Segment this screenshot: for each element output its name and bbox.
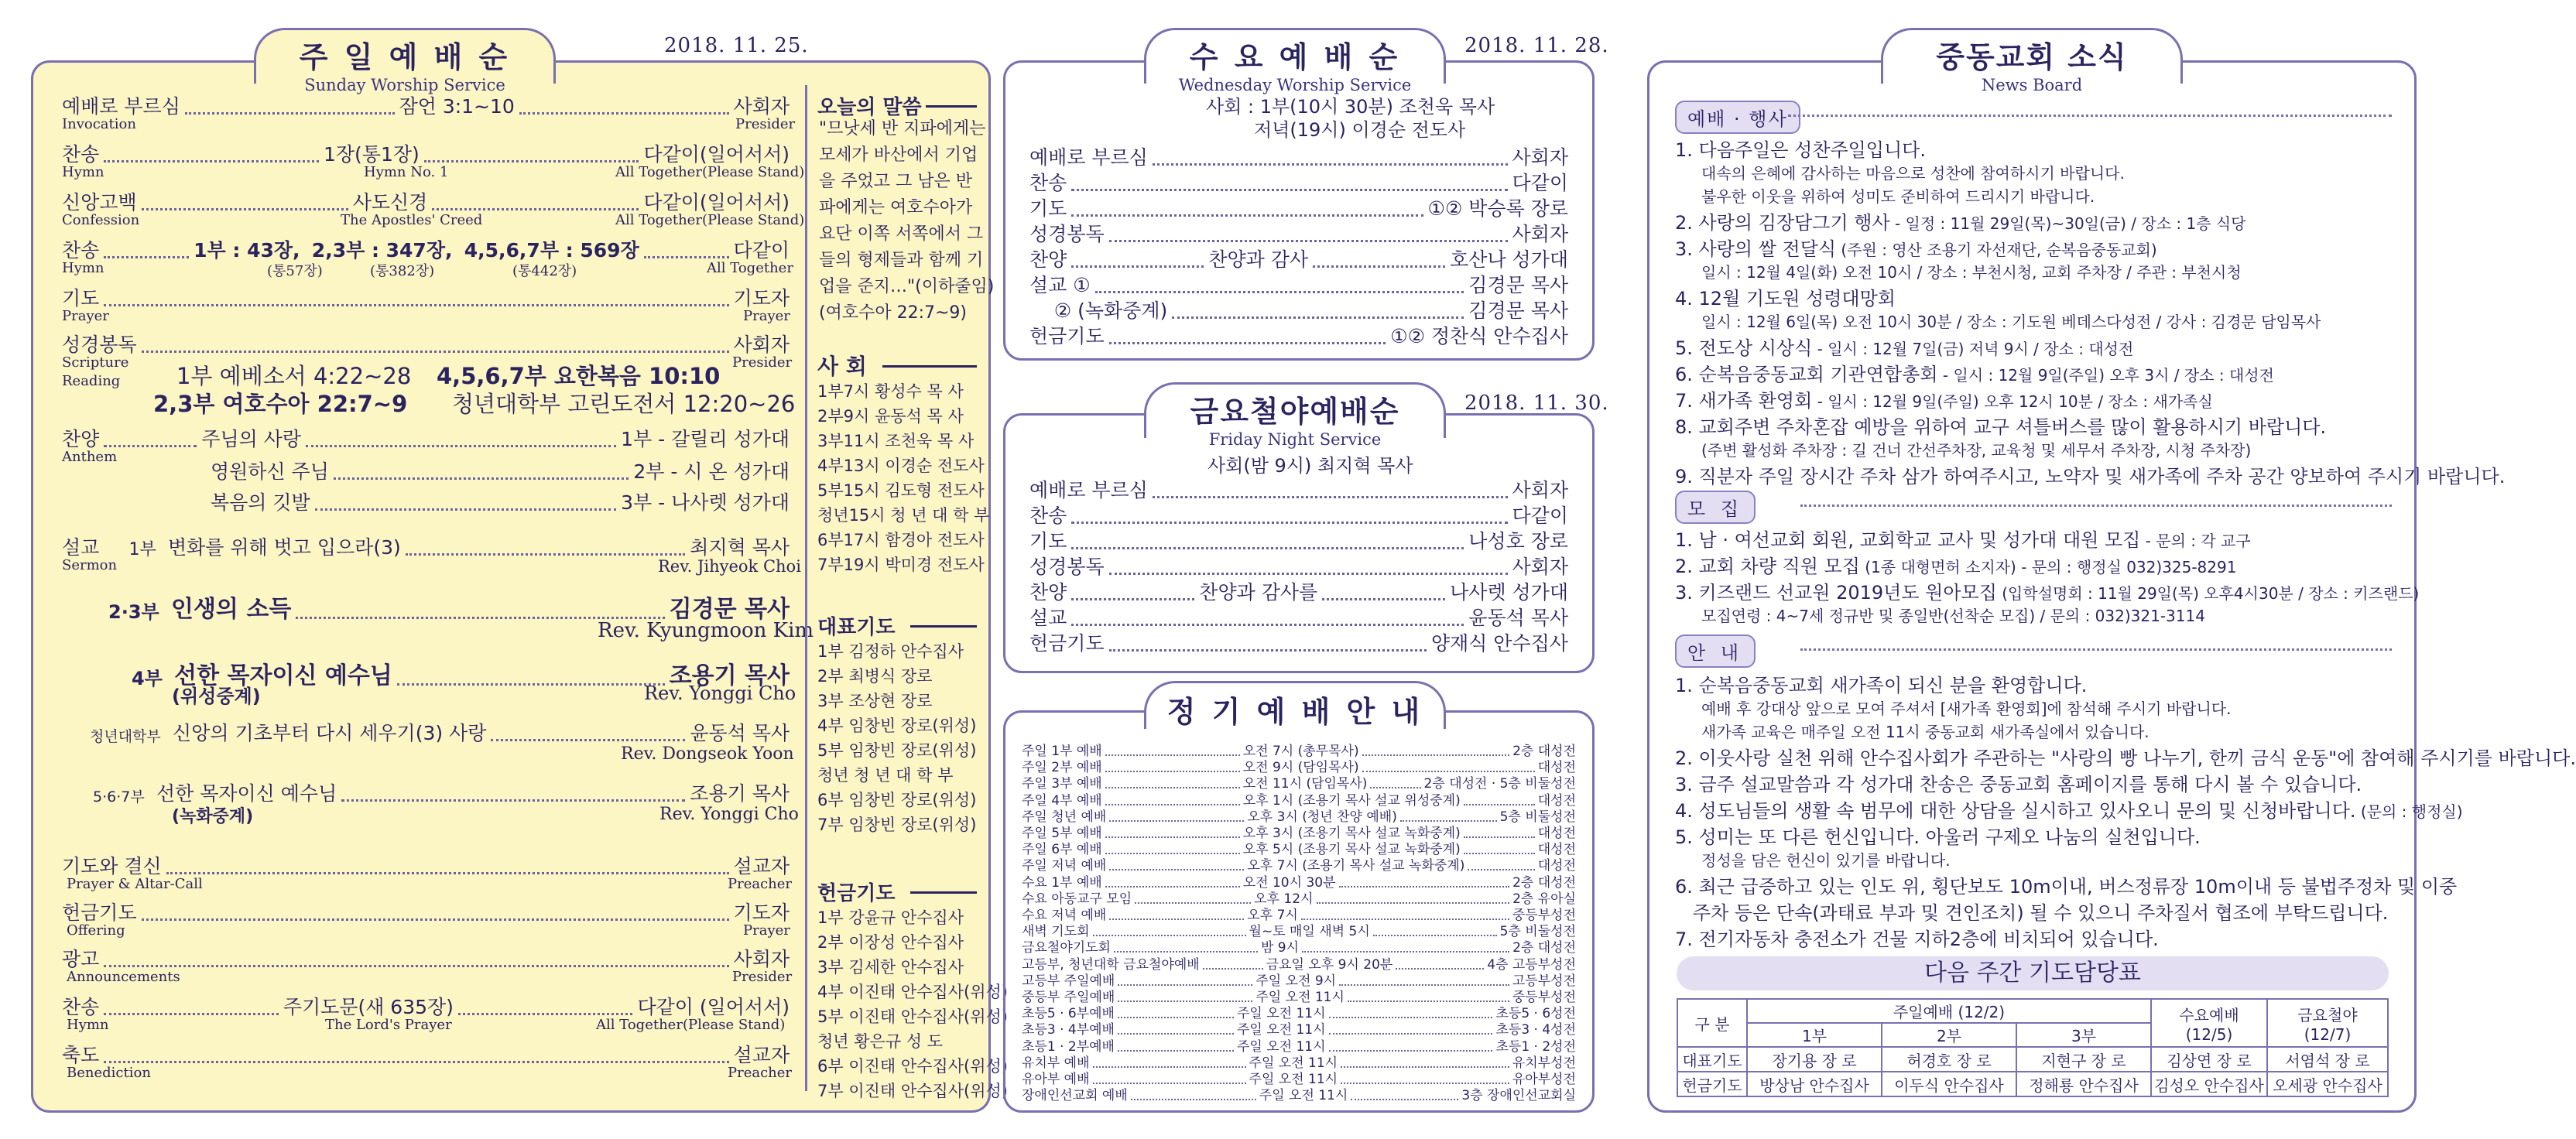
news-item: 2. 이웃사랑 실천 위해 안수집사회가 주관하는 "사랑의 빵 나누기, 한끼 금식 운동"에 참여해 주시기를 바랍니다. bbox=[1675, 747, 2576, 769]
friday-presider: 사회(밤 9시) 최지혁 목사 bbox=[1208, 455, 1413, 477]
th-fri: 금요철야 (12/7) bbox=[2267, 999, 2388, 1047]
news-subitem: 불우한 이웃을 위하여 성미도 준비하여 드리시기 바랍니다. bbox=[1701, 187, 2095, 206]
th-gubun: 구 분 bbox=[1677, 999, 1747, 1047]
order-row: 성경봉독 사회자 bbox=[1029, 556, 1568, 578]
list-item: 5부15시 김도형 전도사 bbox=[817, 481, 985, 500]
th-sunday: 주일예배 (12/2) bbox=[1747, 999, 2151, 1023]
list-item: 모세가 바산에서 기업 bbox=[819, 145, 978, 165]
list-item: 들의 형제들과 함께 기 bbox=[819, 251, 984, 270]
list-item: 4부13시 이경순 전도사 bbox=[817, 457, 985, 475]
offering-row: 헌금기도 기도자 bbox=[62, 901, 790, 924]
anthem-row-2: 영원하신 주님 2부 - 시 온 성가대 bbox=[211, 460, 790, 483]
table-row: 초등3 · 4부예배 주일 오전 11시 초등3 · 4성전 bbox=[1022, 1022, 1576, 1038]
rep-title-line bbox=[910, 625, 977, 628]
anthem-en: Anthem bbox=[62, 449, 118, 465]
bene-row: 축도 설교자 bbox=[62, 1044, 790, 1066]
list-item: 6부 이진태 안수집사(위성) bbox=[817, 1057, 1008, 1076]
hymn3-en: Hymn bbox=[67, 1017, 109, 1033]
invocation-en: Invocation bbox=[62, 116, 136, 132]
anthem-row-3: 복음의 깃발 3부 - 나사렛 성가대 bbox=[211, 491, 790, 514]
sermon3-sub: (위성중계) bbox=[172, 686, 261, 707]
friday-subtitle: Friday Night Service bbox=[1208, 430, 1382, 449]
list-item: 6부17시 함경아 전도사 bbox=[817, 531, 985, 549]
table-row: 고등부, 청년대학 금요철야예배 금요일 오후 9시 20분 4층 고등부성전 bbox=[1022, 956, 1576, 973]
order-row: 설교 ① 김경문 목사 bbox=[1029, 274, 1568, 296]
sermon-en: Sermon bbox=[62, 557, 118, 573]
regular-title-tab bbox=[1144, 681, 1446, 729]
news-item: 9. 직분자 주일 장시간 주차 삼가 하여주시고, 노약자 및 새가족에 주차 공간 양보하여 주시기 바랍니다. bbox=[1675, 466, 2506, 487]
news-item: 5. 성미는 또 다른 헌신입니다. 아울러 구제오 나눔의 실천입니다. bbox=[1675, 826, 2201, 848]
news-title-tab bbox=[1881, 28, 2183, 94]
invocation-row: 예배로 부르심 잠언 3:1~10 사회자 bbox=[62, 95, 790, 118]
sunday-title-tab bbox=[254, 28, 556, 94]
hymn2-b2: (통382장) bbox=[370, 263, 435, 279]
list-item: 업을 준지…"(이하줄임) bbox=[819, 277, 995, 296]
table-row: 주일 5부 예배 오후 3시 (조용기 목사 설교 녹화중계) 대성전 bbox=[1022, 826, 1576, 841]
wednesday-date: 2018. 11. 28. bbox=[1464, 34, 1609, 57]
list-item: 청년 황은규 성 도 bbox=[817, 1032, 944, 1051]
order-row: 예배로 부르심 사회자 bbox=[1029, 479, 1568, 501]
news-item: 3. 사랑의 쌀 전달식 (주원 : 영산 조용기 자선재단, 순복음중동교회) bbox=[1675, 238, 2157, 260]
news-subtitle: News Board bbox=[1981, 76, 2083, 94]
news-subitem: 대속의 은혜에 감사하는 마음으로 성찬에 참여하시기 바랍니다. bbox=[1701, 164, 2125, 183]
sunday-column-divider bbox=[805, 85, 807, 1091]
news-item: 5. 전도상 시상식 - 일시 : 12월 7일(금) 저녁 9시 / 장소 : 대성전 bbox=[1675, 337, 2134, 359]
hymn2-en: Hymn bbox=[62, 260, 104, 276]
prayer-role-en: Prayer bbox=[743, 308, 790, 324]
offering-prayer-list bbox=[817, 905, 1008, 1103]
table-row: 금요철야기도회 밤 9시 2층 대성전 bbox=[1022, 940, 1576, 956]
section-label-notice: 안 내 bbox=[1675, 634, 1756, 668]
wednesday-presider-2: 저녁(19시) 이경순 전도사 bbox=[1254, 119, 1466, 141]
news-item: 주차 등은 단속(과태료 부과 및 견인조치) 될 수 있으니 주차질서 협조에 부탁드립니다. bbox=[1675, 902, 2389, 924]
wednesday-title-tab bbox=[1144, 28, 1446, 94]
altar-en: Prayer & Altar-Call bbox=[67, 876, 203, 892]
presider-list bbox=[817, 379, 989, 577]
list-item: 1부 김정하 안수집사 bbox=[817, 642, 964, 661]
hymn1-mid-en: Hymn No. 1 bbox=[364, 164, 449, 180]
list-item: 5부 이진태 안수집사(위성) bbox=[817, 1007, 1008, 1026]
table-row: 주일 1부 예배 오전 7시 (총무목사) 2층 대성전 bbox=[1022, 744, 1576, 759]
sermon2-en: Rev. Kyungmoon Kim bbox=[598, 619, 814, 642]
table-row: 장애인선교회 예배 주일 오전 11시 3층 장애인선교회실 bbox=[1022, 1088, 1576, 1104]
sermon4-en: Rev. Dongseok Yoon bbox=[621, 744, 794, 764]
news-title: 중동교회 소식 bbox=[1936, 40, 2128, 74]
order-row: 헌금기도 ①② 정찬식 안수집사 bbox=[1029, 325, 1568, 347]
offering-en: Offering bbox=[67, 922, 125, 939]
list-item: 2부9시 윤동석 목 사 bbox=[817, 407, 964, 426]
news-item: 7. 새가족 환영회 - 일시 : 12월 9일(주일) 오후 12시 10분 / 장소 : 새가족실 bbox=[1675, 390, 2213, 412]
list-item: 요단 이쪽 서쪽에서 그 bbox=[819, 224, 984, 244]
table-row: 대표기도 장기용 장 로 허경호 장 로 지현구 장 로 김상연 장 로 서염석 장 로 bbox=[1677, 1047, 2388, 1072]
list-item: 파에게는 여호수아가 bbox=[819, 198, 973, 217]
order-row: ② (녹화중계) 김경문 목사 bbox=[1029, 299, 1568, 322]
hymn1-role-en: All Together(Please Stand) bbox=[615, 164, 805, 180]
list-item: 4부 이진태 안수집사(위성) bbox=[817, 983, 1008, 1001]
table-row: 중등부 주일예배 주일 오전 11시 중등부성전 bbox=[1022, 990, 1576, 1005]
hymn2-role-en: All Together bbox=[707, 260, 793, 276]
news-subitem: 일시 : 12월 6일(목) 오전 10시 30분 / 장소 : 기도원 베데스다성전 / 강사 : 김경문 담임목사 bbox=[1701, 313, 2321, 331]
wednesday-presider-1: 사회 : 1부(10시 30분) 조천욱 목사 bbox=[1206, 96, 1495, 118]
list-item: 청년15시 청 년 대 학 부 bbox=[817, 506, 990, 525]
presider-title-line bbox=[882, 365, 977, 368]
sermon-row-2: 2·3부 인생의 소득 김경문 목사 bbox=[108, 596, 790, 623]
news-item: 2. 교회 차량 직원 모집 (1종 대형면허 소지자) - 문의 : 행정실 032)325-8291 bbox=[1675, 556, 2237, 577]
scripture-l1b: 4,5,6,7부 요한복음 10:10 bbox=[437, 363, 721, 389]
scripture-l2b: 청년대학부 고린도전서 12:20~26 bbox=[452, 391, 796, 417]
table-row: 초등5 · 6부예배 주일 오전 11시 초등5 · 6성전 bbox=[1022, 1006, 1576, 1022]
order-row: 기도 나성호 장로 bbox=[1029, 530, 1568, 552]
th-part2: 2부 bbox=[1882, 1023, 2016, 1047]
list-item: 2부 이장성 안수집사 bbox=[817, 933, 964, 952]
list-item: 1부7시 황성수 목 사 bbox=[817, 382, 964, 401]
order-row: 찬송 다같이 bbox=[1029, 505, 1568, 527]
news-item: 2. 사랑의 김장담그기 행사 - 일정 : 11월 29일(목)~30일(금) / 장소 : 1층 식당 bbox=[1675, 212, 2246, 234]
table-row: 고등부 주일예배 주일 오전 9시 고등부성전 bbox=[1022, 973, 1576, 989]
creed-mid-en: The Apostles' Creed bbox=[341, 212, 483, 228]
rep-prayer-title: 대표기도 bbox=[817, 616, 896, 639]
friday-title-tab bbox=[1144, 382, 1446, 449]
scripture-role-en: Presider bbox=[732, 354, 793, 371]
news-item: 4. 12월 기도원 성령대망회 bbox=[1675, 288, 1896, 310]
news-item: 1. 순복음중동교회 새가족이 되신 분을 환영합니다. bbox=[1675, 675, 2088, 696]
news-subitem: 새가족 교육은 매주일 오전 11시 중동교회 새가족실에서 있습니다. bbox=[1701, 723, 2150, 741]
th-part3: 3부 bbox=[2016, 1023, 2151, 1047]
list-item: 청년 청 년 대 학 부 bbox=[817, 766, 954, 785]
list-item: 6부 임창빈 장로(위성) bbox=[817, 791, 977, 809]
hymn1-en: Hymn bbox=[62, 164, 104, 180]
sermon-row-5: 5·6·7부 선한 목자이신 예수님 조용기 목사 bbox=[93, 782, 790, 806]
list-item: 7부 이진태 안수집사(위성) bbox=[817, 1082, 1008, 1100]
friday-date: 2018. 11. 30. bbox=[1464, 392, 1609, 415]
offering-prayer-title: 헌금기도 bbox=[817, 882, 896, 905]
order-row: 찬송 다같이 bbox=[1029, 172, 1568, 194]
section-line-recruit bbox=[1800, 505, 2392, 507]
sermon-row-3: 4부 선한 목자이신 예수님 조용기 목사 bbox=[132, 662, 790, 689]
sermon-row-1: 설교 1부 변화를 위해 벗고 입으라(3) 최지혁 목사 bbox=[62, 536, 790, 559]
altar-role-en: Preacher bbox=[728, 876, 793, 892]
news-subitem: 예배 후 강대상 앞으로 모여 주셔서 [새가족 환영회]에 참석해 주시기 바랍니다. bbox=[1701, 699, 2232, 718]
table-row: 수요 1부 예배 오전 10시 30분 2층 대성전 bbox=[1022, 874, 1576, 891]
table-row: 유치부 예배 주일 오전 11시 유치부성전 bbox=[1022, 1055, 1576, 1071]
prayer-en: Prayer bbox=[62, 308, 109, 324]
news-item: 1. 다음주일은 성찬주일입니다. bbox=[1675, 139, 1926, 161]
table-row: 새벽 기도회 월~토 매일 새벽 5시 5층 비둘성전 bbox=[1022, 924, 1576, 940]
list-item: 1부 강윤규 안수집사 bbox=[817, 908, 964, 927]
order-row: 찬양 찬양과 감사를 나사렛 성가대 bbox=[1029, 581, 1568, 604]
table-row: 주일 6부 예배 오후 5시 (조용기 목사 설교 녹화중계) 대성전 bbox=[1022, 842, 1576, 858]
sermon5-sub: (녹화중계) bbox=[172, 807, 254, 826]
offering-role-en: Prayer bbox=[743, 922, 790, 939]
list-item: 을 주었고 그 남은 반 bbox=[819, 172, 972, 191]
hymn2-c2: (통442장) bbox=[512, 263, 577, 279]
scripture-en1: Scripture bbox=[62, 354, 129, 371]
table-row: 주일 저녁 예배 오후 7시 (조용기 목사 설교 녹화중계) 대성전 bbox=[1022, 858, 1576, 874]
list-item: 3부 조상현 장로 bbox=[817, 692, 933, 710]
wednesday-subtitle: Wednesday Worship Service bbox=[1178, 76, 1412, 94]
news-item: 4. 성도님들의 생활 속 범무에 대한 상담을 실시하고 있사오니 문의 및 신청바랍니다. (문의 : 행정실) bbox=[1675, 800, 2463, 822]
news-item: 3. 금주 설교말씀과 각 성가대 찬송은 중동교회 홈페이지를 통해 다시 볼 수 있습니다. bbox=[1675, 774, 2362, 795]
table-row: 초등1 · 2부예배 주일 오전 11시 초등1 · 2성전 bbox=[1022, 1038, 1576, 1055]
scripture-l2a: 2,3부 여호수아 22:7~9 bbox=[153, 391, 408, 417]
list-item: "므낫세 반 지파에게는 bbox=[819, 119, 986, 139]
word-title: 오늘의 말씀 bbox=[817, 96, 922, 119]
section-line-events bbox=[1788, 115, 2392, 117]
sunday-date: 2018. 11. 25. bbox=[664, 34, 809, 57]
hymn1-row: 찬송 1장(통1장) 다같이(일어서서) bbox=[62, 143, 790, 166]
creed-row: 신앙고백 사도신경 다같이(일어서서) bbox=[62, 191, 790, 214]
anthem-row-1: 찬양 주님의 사랑 1부 - 갈릴리 성가대 bbox=[62, 428, 790, 450]
creed-role-en: All Together(Please Stand) bbox=[615, 212, 805, 228]
wednesday-title: 수 요 예 배 순 bbox=[1189, 40, 1401, 74]
list-item: 3부11시 조천욱 목 사 bbox=[817, 432, 975, 450]
news-item: 3. 키즈랜드 선교원 2019년도 원아모집 (입학설명회 : 11월 29일(목) 오후4시30분 / 장소 : 키즈랜드) bbox=[1675, 582, 2420, 604]
news-item: 1. 남 · 여선교회 회원, 교회학교 교사 및 성가대 대원 모집 - 문의 : 각 교구 bbox=[1675, 529, 2251, 551]
altar-row: 기도와 결신 설교자 bbox=[62, 855, 790, 877]
prayer-table-title-text: 다음 주간 기도담당표 bbox=[1924, 959, 2141, 987]
word-title-line bbox=[926, 105, 977, 108]
sermon3-en: Rev. Yonggi Cho bbox=[644, 682, 796, 704]
section-line-notice bbox=[1800, 648, 2392, 651]
scripture-l1a: 1부 예베소서 4:22~28 bbox=[176, 363, 412, 389]
order-row: 예배로 부르심 사회자 bbox=[1029, 146, 1568, 169]
th-wed: 수요예배 (12/5) bbox=[2151, 999, 2267, 1047]
word-text bbox=[819, 116, 994, 327]
order-row: 성경봉독 사회자 bbox=[1029, 223, 1568, 245]
order-row: 헌금기도 양재식 안수집사 bbox=[1029, 632, 1568, 655]
hymn3-mid-en: The Lord's Prayer bbox=[325, 1017, 452, 1033]
presider-title: 사 회 bbox=[817, 354, 867, 379]
off-title-line bbox=[910, 891, 977, 894]
prayer-table-title bbox=[1677, 956, 2389, 990]
order-row: 기도 ①② 박승록 장로 bbox=[1029, 197, 1568, 220]
table-row: 유아부 예배 주일 오전 11시 유아부성전 bbox=[1022, 1072, 1576, 1087]
table-row: 수요 아동교구 모임 오후 12시 2층 유아실 bbox=[1022, 891, 1576, 907]
list-item: 5부 임창빈 장로(위성) bbox=[817, 741, 977, 760]
friday-title: 금요철야예배순 bbox=[1190, 395, 1400, 429]
sunday-title: 주 일 예 배 순 bbox=[299, 40, 511, 74]
hymn3-row: 찬송 주기도문(새 635장) 다같이 (일어서서) bbox=[62, 996, 790, 1018]
sermon1-en: Rev. Jihyeok Choi bbox=[658, 557, 801, 576]
news-item: 6. 순복음중동교회 기관연합총회 - 일시 : 12월 9일(주일) 오후 3시 / 장소 : 대성전 bbox=[1675, 364, 2274, 385]
creed-en: Confession bbox=[62, 212, 140, 228]
announce-row: 광고 사회자 bbox=[62, 948, 790, 970]
scripture-en2: Reading bbox=[62, 373, 121, 389]
list-item: 2부 최병식 장로 bbox=[817, 667, 933, 686]
list-item: 4부 임창빈 장로(위성) bbox=[817, 717, 977, 735]
prayer-row: 기도 기도자 bbox=[62, 287, 790, 310]
th-part1: 1부 bbox=[1747, 1023, 1882, 1047]
table-row: 주일 3부 예배 오전 11시 (담임목사) 2층 대성전 · 5층 비둘성전 bbox=[1022, 776, 1576, 792]
list-item: 7부19시 박미경 전도사 bbox=[817, 556, 985, 574]
section-label-recruit: 모 집 bbox=[1675, 491, 1756, 524]
order-row: 찬양 찬양과 감사 호산나 성가대 bbox=[1029, 248, 1568, 271]
scripture-row: 성경봉독 사회자 bbox=[62, 333, 790, 356]
news-item: 6. 최근 급증하고 있는 인도 위, 횡단보도 10m이내, 버스정류장 10m이내 등 불법주정차 및 이중 bbox=[1675, 876, 2458, 898]
hymn3-role-en: All Together(Please Stand) bbox=[596, 1017, 786, 1033]
bene-en: Benediction bbox=[67, 1065, 151, 1081]
prayer-duty-table bbox=[1677, 998, 2389, 1097]
table-row: 주일 4부 예배 오후 1시 (조용기 목사 설교 위성중계) 대성전 bbox=[1022, 792, 1576, 809]
list-item: 3부 김세한 안수집사 bbox=[817, 958, 964, 977]
bene-role-en: Preacher bbox=[728, 1065, 793, 1081]
announce-role-en: Presider bbox=[732, 969, 793, 985]
news-subitem: 정성을 담은 헌신이 있기를 바랍니다. bbox=[1701, 851, 1951, 870]
list-item: (여호수아 22:7~9) bbox=[819, 303, 968, 323]
table-row: 수요 저녁 예배 오후 7시 중등부성전 bbox=[1022, 908, 1576, 923]
hymn2-row: 찬송 1부 : 43장, 2,3부 : 347장, 4,5,6,7부 : 569장 다같이 bbox=[62, 239, 790, 262]
news-subitem: (주변 활성화 주차장 : 길 건너 간선주차장, 교육청 및 세무서 주차장, 시청 주차장) bbox=[1701, 441, 2252, 460]
sunday-subtitle: Sunday Worship Service bbox=[304, 76, 505, 94]
news-item: 7. 전기자동차 충전소가 건물 지하2층에 비치되어 있습니다. bbox=[1675, 929, 2159, 950]
rep-prayer-list bbox=[817, 639, 976, 837]
table-row: 헌금기도 방상남 안수집사 이두식 안수집사 정해룡 안수집사 김성오 안수집사 오세광 안수집사 bbox=[1677, 1072, 2388, 1096]
regular-title: 정 기 예 배 안 내 bbox=[1166, 695, 1423, 729]
list-item: 7부 임창빈 장로(위성) bbox=[817, 816, 977, 834]
sermon5-en: Rev. Yonggi Cho bbox=[659, 805, 799, 824]
sermon-row-4: 청년대학부 신앙의 기초부터 다시 세우기(3) 사랑 윤동석 목사 bbox=[90, 722, 790, 745]
hymn2-a2: (통57장) bbox=[267, 263, 323, 279]
table-row: 주일 2부 예배 오전 9시 (담임목사) 대성전 bbox=[1022, 760, 1576, 776]
news-item: 8. 교회주변 주차혼잡 예방을 위하여 교구 셔틀버스를 많이 활용하시기 바랍니다. bbox=[1675, 416, 2327, 438]
section-label-events: 예배 · 행사 bbox=[1675, 101, 1800, 134]
table-row: 주일 청년 예배 오후 3시 (청년 찬양 예배) 5층 비둘성전 bbox=[1022, 809, 1576, 825]
order-row: 설교 윤동석 목사 bbox=[1029, 607, 1568, 629]
news-subitem: 일시 : 12월 4일(화) 오전 10시 / 장소 : 부천시청, 교회 주차장 / 주관 : 부천시청 bbox=[1701, 263, 2242, 282]
announce-en: Announcements bbox=[67, 969, 180, 985]
invocation-role-en: Presider bbox=[735, 116, 796, 132]
news-subitem: 모집연령 : 4~7세 정규반 및 종일반(선착순 모집) / 문의 : 032)321-3114 bbox=[1701, 607, 2205, 625]
